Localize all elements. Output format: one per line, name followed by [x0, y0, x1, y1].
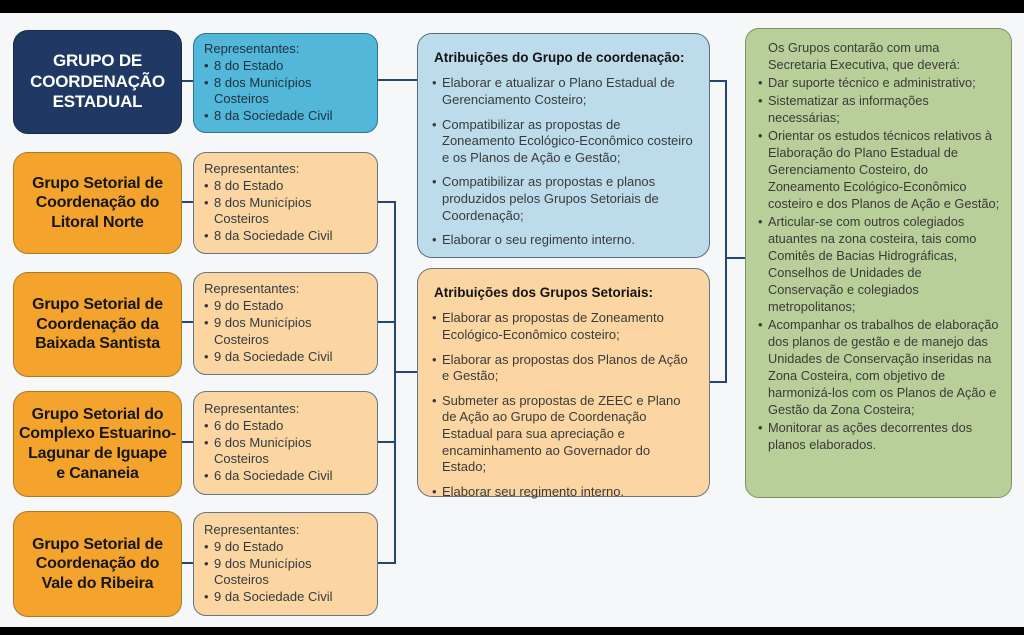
attribution-item: • Elaborar as propostas de Zoneamento Ecológico-Econômico costeiro; [431, 310, 696, 343]
attribution-item: • Submeter as propostas de ZEEC e Plano de Ação ao Grupo de Coordenação Estadual para sua apreciação e encaminhamento ao Governador do Estado; [431, 393, 696, 476]
representatives-list [203, 418, 368, 486]
representatives-list [203, 58, 368, 126]
secretariat-item: • Sistematizar as informações necessárias; [757, 92, 1000, 126]
representatives-box-litoral-norte [193, 152, 378, 254]
attribution-item: • Elaborar as propostas dos Planos de Ação e Gestão; [431, 352, 696, 385]
representatives-box-estadual [193, 33, 378, 133]
group-title-line: Grupo Setorial do [31, 405, 164, 423]
representative-item: • 9 do Estado [203, 298, 368, 315]
group-title-line: Complexo Estuarino- [18, 425, 177, 443]
group-title-line: Vale do Ribeira [41, 574, 154, 592]
connector-row4-title-to-reps [182, 441, 193, 443]
attributions-coordination-box [417, 33, 710, 258]
secretariat-item: • Monitorar as ações decorrentes dos planos elaborados. [757, 419, 1000, 453]
representative-item: • 9 dos Municípios Costeiros [203, 315, 368, 349]
group-box-iguape-cananeia [13, 391, 182, 497]
group-title-line: Litoral Norte [51, 213, 144, 231]
representatives-header: Representantes: [204, 281, 300, 297]
representative-item: • 8 do Estado [203, 58, 368, 75]
secretariat-item: • Articular-se com outros colegiados atuantes na zona costeira, tais como Comitês de Bacias Hidrográficas, Conselhos de Unidades de Conservação e colegiados metropolitanos; [757, 213, 1000, 315]
attributions-coordination-title: Atribuições do Grupo de coordenação: [434, 50, 685, 65]
connector-trunk-to-sectoral-box [394, 371, 417, 373]
group-title-line: COORDENAÇÃO [30, 71, 165, 91]
connector-sectoral-trunk-vertical [394, 201, 396, 564]
group-title-line: Coordenação da [36, 315, 159, 333]
connector-row1-title-to-reps [182, 80, 193, 82]
connector-row3-title-to-reps [182, 321, 193, 323]
representative-item: • 8 dos Municípios Costeiros [203, 75, 368, 109]
group-title-line: Grupo Setorial de [32, 535, 163, 553]
group-title-line: Grupo Setorial de [32, 174, 163, 192]
executive-secretariat-box [745, 28, 1012, 498]
representatives-box-baixada-santista [193, 272, 378, 375]
connector-row1-reps-to-coordination [378, 79, 417, 81]
bottom-border-bar [0, 627, 1024, 635]
representative-item: • 6 do Estado [203, 418, 368, 435]
connector-sectoral-to-bracket [710, 381, 727, 383]
group-title-line: e Cananeia [56, 464, 139, 482]
executive-secretariat-list [757, 74, 1000, 453]
attributions-coordination-list [431, 75, 696, 249]
representatives-header: Representantes: [204, 160, 300, 176]
group-box-vale-do-ribeira [13, 511, 182, 617]
executive-secretariat-intro: Os Grupos contarão com uma Secretaria Executiva, que deverá: [768, 40, 961, 73]
representative-item: • 6 dos Municípios Costeiros [203, 435, 368, 469]
group-box-baixada-santista [13, 272, 182, 377]
group-title-line: Lagunar de Iguape [28, 445, 167, 462]
group-title-line: Coordenação do [35, 555, 160, 573]
connector-bracket-vertical [725, 80, 727, 383]
representative-item: • 8 do Estado [203, 178, 368, 195]
representative-item: • 9 da Sociedade Civil [203, 349, 368, 366]
secretariat-item: • Acompanhar os trabalhos de elaboração dos planos de gestão e de manejo das Unidades de Conservação inseridas na Zona Costeira, com objetivo de harmonizá-los com os Planos de Ação e Gestão da Zona Costeira; [757, 316, 1000, 418]
representative-item: • 8 da Sociedade Civil [203, 108, 368, 125]
representative-item: • 8 dos Municípios Costeiros [203, 195, 368, 229]
representative-item: • 9 do Estado [203, 539, 368, 556]
attribution-item: • Compatibilizar as propostas de Zoneamento Ecológico-Econômico costeiro e os Planos de Ação e Gestão; [431, 117, 696, 167]
group-title-line: GRUPO DE [52, 50, 143, 70]
connector-row2-title-to-reps [182, 201, 193, 203]
representatives-list [203, 298, 368, 366]
representative-item: • 6 da Sociedade Civil [203, 468, 368, 485]
connector-row5-title-to-reps [182, 562, 193, 564]
attribution-item: • Elaborar o seu regimento interno. [431, 232, 696, 249]
group-box-litoral-norte [13, 152, 182, 254]
representatives-box-iguape-cananeia [193, 391, 378, 495]
group-title-line: ESTADUAL [52, 92, 143, 112]
representatives-header: Representantes: [204, 521, 300, 537]
group-title-line: Baixada Santista [35, 335, 160, 353]
representatives-list [203, 178, 368, 246]
attributions-sectoral-box [417, 268, 710, 497]
attribution-item: • Elaborar seu regimento interno. [431, 484, 696, 501]
representatives-header: Representantes: [204, 400, 300, 416]
attribution-item: • Compatibilizar as propostas e planos produzidos pelos Grupos Setoriais de Coordenação; [431, 174, 696, 224]
representatives-list [203, 539, 368, 607]
group-title-line: Coordenação do [35, 194, 160, 212]
representative-item: • 9 dos Municípios Costeiros [203, 556, 368, 590]
representatives-box-vale-do-ribeira [193, 512, 378, 616]
representatives-header: Representantes: [204, 40, 300, 56]
attributions-sectoral-list [431, 310, 696, 500]
attributions-sectoral-title: Atribuições dos Grupos Setoriais: [434, 285, 654, 300]
connector-bracket-to-secretariat [725, 257, 745, 259]
secretariat-item: • Orientar os estudos técnicos relativos à Elaboração do Plano Estadual de Gerenciamento Costeiro, do Zoneamento Ecológico-Econômico costeiro e dos Planos de Ação e Gestão; [757, 127, 1000, 212]
representative-item: • 8 da Sociedade Civil [203, 228, 368, 245]
group-box-coordenacao-estadual [13, 30, 182, 134]
top-border-bar [0, 0, 1024, 13]
representative-item: • 9 da Sociedade Civil [203, 589, 368, 606]
group-title-line: Grupo Setorial de [32, 296, 163, 314]
secretariat-item: • Dar suporte técnico e administrativo; [757, 74, 1000, 91]
attribution-item: • Elaborar e atualizar o Plano Estadual de Gerenciamento Costeiro; [431, 75, 696, 108]
